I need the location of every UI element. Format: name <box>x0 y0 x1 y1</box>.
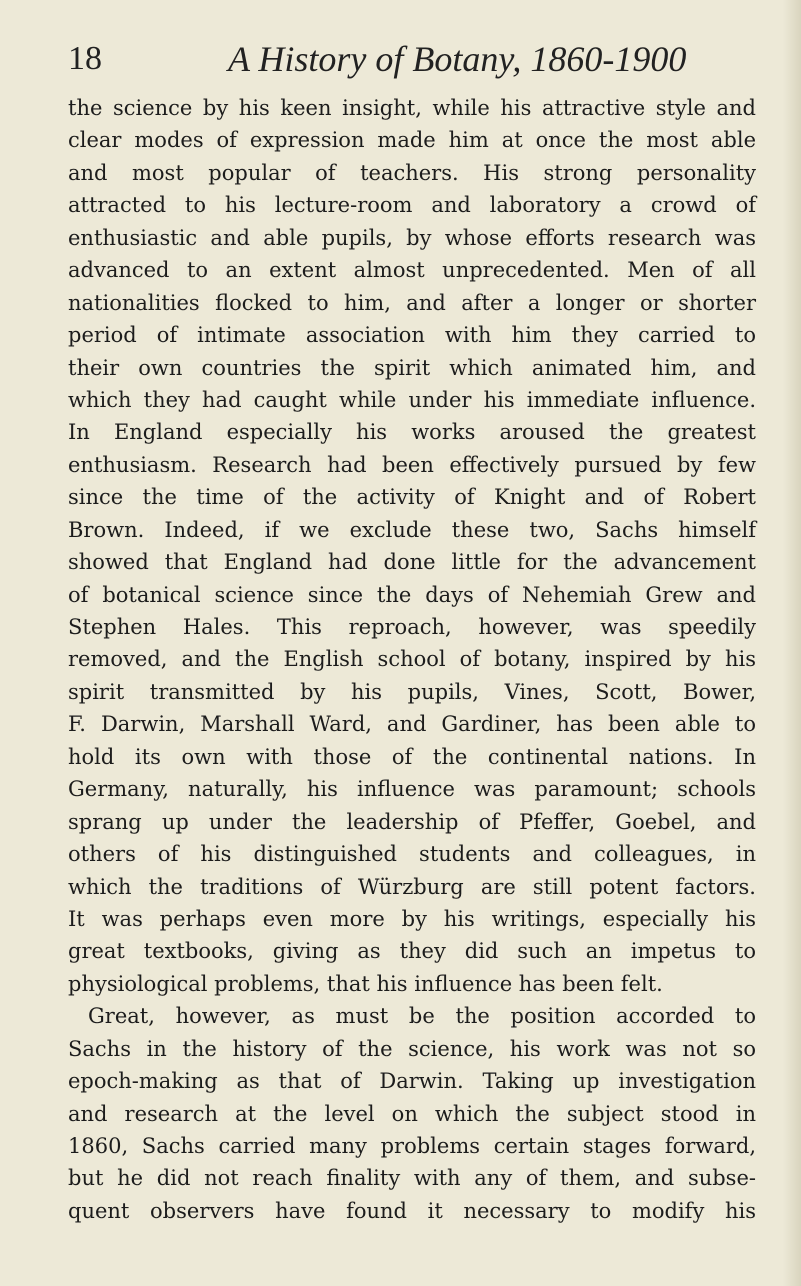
text-line: period of intimate association with him they carried to <box>68 323 756 348</box>
text-line: the science by his keen insight, while his attractive style and <box>68 96 756 120</box>
body-text <box>68 92 756 1227</box>
text-line: clear modes of expression made him at once the most able <box>68 128 756 153</box>
text-line: their own countries the spirit which animated him, and <box>68 355 756 380</box>
text-line: advanced to an extent almost unprecedented. Men of all <box>68 258 756 283</box>
page-header <box>68 30 758 90</box>
text-line: quent observers have found it necessary to modify his <box>68 1198 756 1223</box>
text-line: spirit transmitted by his pupils, Vines, Scott, Bower, <box>68 679 756 704</box>
text-line: which they had caught while under his immediate influence. <box>68 387 756 412</box>
text-line: In England especially his works aroused the greatest <box>68 420 756 445</box>
text-line: Germany, naturally, his influence was paramount; schools <box>68 777 756 802</box>
text-line: Brown. Indeed, if we exclude these two, Sachs himself <box>68 517 756 542</box>
text-line: physiological problems, that his influence has been felt. <box>68 971 663 996</box>
text-line: Stephen Hales. This reproach, however, was speedily <box>68 615 756 639</box>
text-line: but he did not reach finality with any of them, and subse- <box>68 1166 756 1191</box>
text-line: which the traditions of Würzburg are still potent factors. <box>68 874 756 899</box>
text-line: enthusiastic and able pupils, by whose efforts research was <box>68 225 756 250</box>
text-line: showed that England had done little for the advancement <box>68 550 756 575</box>
page-number: 18 <box>68 40 102 77</box>
running-title: A History of Botany, 1860-1900 <box>228 39 687 79</box>
text-line: Sachs in the history of the science, his work was not so <box>68 1036 756 1061</box>
text-line: and research at the level on which the subject stood in <box>68 1101 756 1126</box>
text-line: enthusiasm. Research had been effectively pursued by few <box>68 452 756 477</box>
text-line: nationalities flocked to him, and after a longer or shorter <box>68 290 756 315</box>
text-line: others of his distinguished students and colleagues, in <box>68 842 756 867</box>
text-line: Great, however, as must be the position accorded to <box>88 1004 756 1029</box>
text-line: attracted to his lecture-room and laboratory a crowd of <box>68 193 756 218</box>
text-line: and most popular of teachers. His strong personality <box>68 160 756 185</box>
text-line: 1860, Sachs carried many problems certain stages forward, <box>68 1134 756 1158</box>
page-edge-shadow <box>783 0 801 1286</box>
text-line: epoch-making as that of Darwin. Taking up investigation <box>68 1069 756 1094</box>
text-line: hold its own with those of the continental nations. In <box>68 744 756 769</box>
text-line: It was perhaps even more by his writings, especially his <box>68 906 756 931</box>
text-line: removed, and the English school of botany, inspired by his <box>68 647 756 672</box>
text-line: sprang up under the leadership of Pfeffer, Goebel, and <box>68 809 756 834</box>
text-line: F. Darwin, Marshall Ward, and Gardiner, has been able to <box>68 712 756 737</box>
text-line: great textbooks, giving as they did such an impetus to <box>68 939 756 964</box>
text-line: of botanical science since the days of Nehemiah Grew and <box>68 582 756 607</box>
text-line: since the time of the activity of Knight and of Robert <box>68 485 756 510</box>
